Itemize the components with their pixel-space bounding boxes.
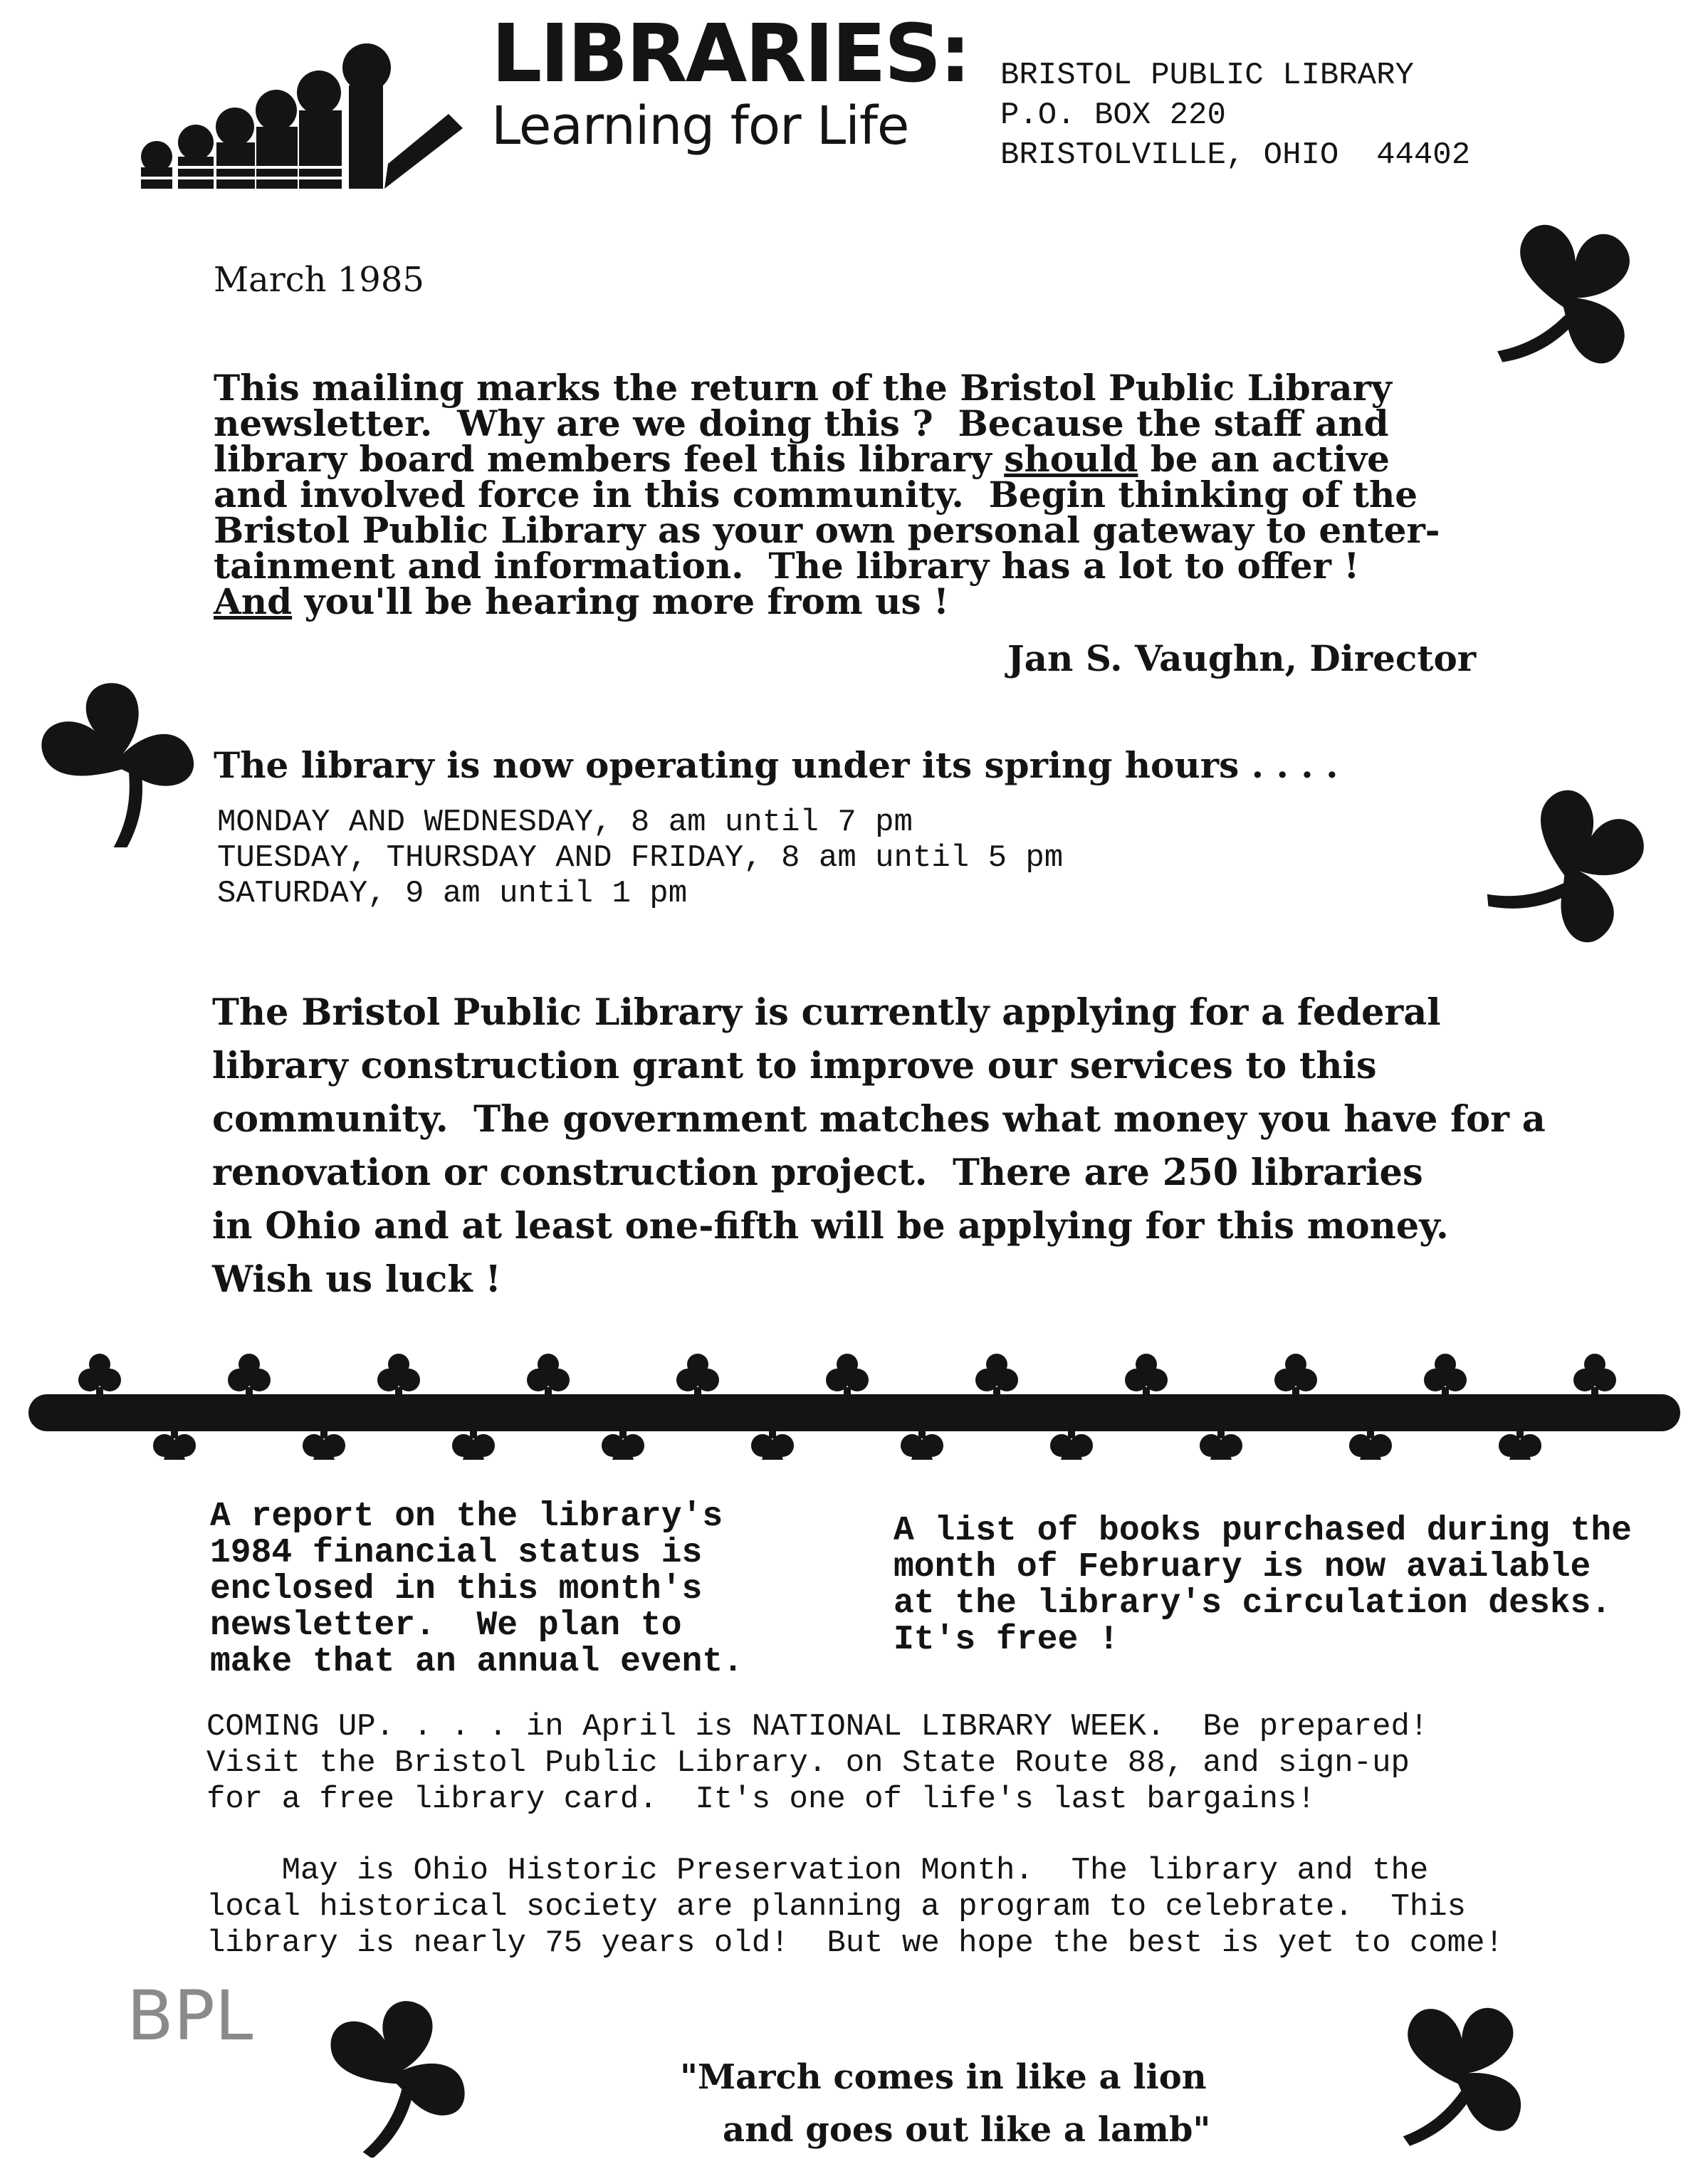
paragraph-line: month of February is now available [894,1548,1591,1587]
paragraph-line: for a free library card. It's one of life's last bargains! [206,1782,1316,1817]
coming-up-paragraph [206,1709,1428,1818]
paragraph-line: The Bristol Public Library is currently applying for a federal [212,991,1441,1034]
paragraph-line: in Ohio and at least one-fifth will be applying for this money. [212,1205,1449,1248]
intro-paragraph [214,367,1440,622]
paragraph-line: Bristol Public Library as your own personal gateway to enter- [214,509,1440,551]
library-logo-graphic [128,43,470,196]
hours-line: SATURDAY, 9 am until 1 pm [217,876,688,911]
hours-line: MONDAY AND WEDNESDAY, 8 am until 7 pm [217,805,913,840]
paragraph-line: COMING UP. . . . in April is NATIONAL LIBRARY WEEK. Be prepared! [206,1709,1429,1745]
address-block [1000,56,1470,175]
newsletter-date: March 1985 [214,260,424,300]
preservation-paragraph [206,1853,1504,1962]
shamrock-border [28,1353,1680,1460]
grant-paragraph [212,986,1546,1307]
paragraph-line: A list of books purchased during the [894,1512,1632,1550]
paragraph-line: This mailing marks the return of the Bristol Public Library [214,367,1392,409]
director-signature: Jan S. Vaughn, Director [1007,637,1477,679]
paragraph-line: newsletter. We plan to [210,1606,682,1645]
paragraph-line: tainment and information. The library has a lot to offer ! [214,545,1360,587]
paragraph-line: renovation or construction project. There are 250 libraries [212,1151,1423,1194]
paragraph-line: May is Ohio Historic Preservation Month. The library and the [206,1853,1429,1888]
hours-list [217,805,1063,911]
logo-subtitle: Learning for Life [491,95,909,157]
book-list-note [894,1513,1632,1658]
quote-line: and goes out like a lamb" [723,2110,1211,2150]
shamrock-icon [1481,214,1652,385]
shamrock-icon [28,676,206,847]
quote-line: "March comes in like a lion [680,2057,1207,2097]
paragraph-line: Visit the Bristol Public Library. on State Route 88, and sign-up [206,1745,1410,1781]
paragraph-line: 1984 financial status is [210,1534,703,1572]
paragraph-line: make that an annual event. [210,1643,743,1681]
paragraph-line: enclosed in this month's [210,1570,703,1609]
paragraph-line: library is nearly 75 years old! But we hope the best is yet to come! [206,1925,1504,1961]
paragraph-line: newsletter. Why are we doing this ? Because the staff and [214,402,1389,444]
paragraph-line: And you'll be hearing more from us ! [214,580,949,622]
address-line: P.O. BOX 220 [1000,98,1226,133]
paragraph-line: Wish us luck ! [212,1258,501,1301]
address-line: BRISTOL PUBLIC LIBRARY [1000,58,1414,93]
paragraph-line: library board members feel this library should be an active [214,438,1390,480]
closing-quote [680,2051,1210,2156]
paragraph-line: community. The government matches what money you have for a [212,1098,1546,1141]
shamrock-icon [1481,783,1659,954]
hours-heading: The library is now operating under its spring hours . . . . [214,744,1338,786]
paragraph-line: It's free ! [894,1621,1119,1659]
paragraph-line: and involved force in this community. Begin thinking of the [214,474,1418,516]
paragraph-line: at the library's circulation desks. [894,1584,1612,1623]
paragraph-line: library construction grant to improve our services to this [212,1045,1377,1087]
hours-line: TUESDAY, THURSDAY AND FRIDAY, 8 am until 5 pm [217,840,1064,876]
financial-report-note [210,1499,743,1681]
paragraph-line: A report on the library's [210,1498,723,1536]
underlined-word: And [214,580,293,622]
underlined-word: should [1004,438,1138,480]
shamrock-icon [1374,1994,1545,2158]
paragraph-line: local historical society are planning a program to celebrate. This [206,1889,1467,1925]
shamrock-icon [313,1994,477,2158]
bpl-watermark: BPL [127,1976,253,2056]
logo-title: LIBRARIES: [491,8,970,100]
address-line: BRISTOLVILLE, OHIO 44402 [1000,137,1471,173]
